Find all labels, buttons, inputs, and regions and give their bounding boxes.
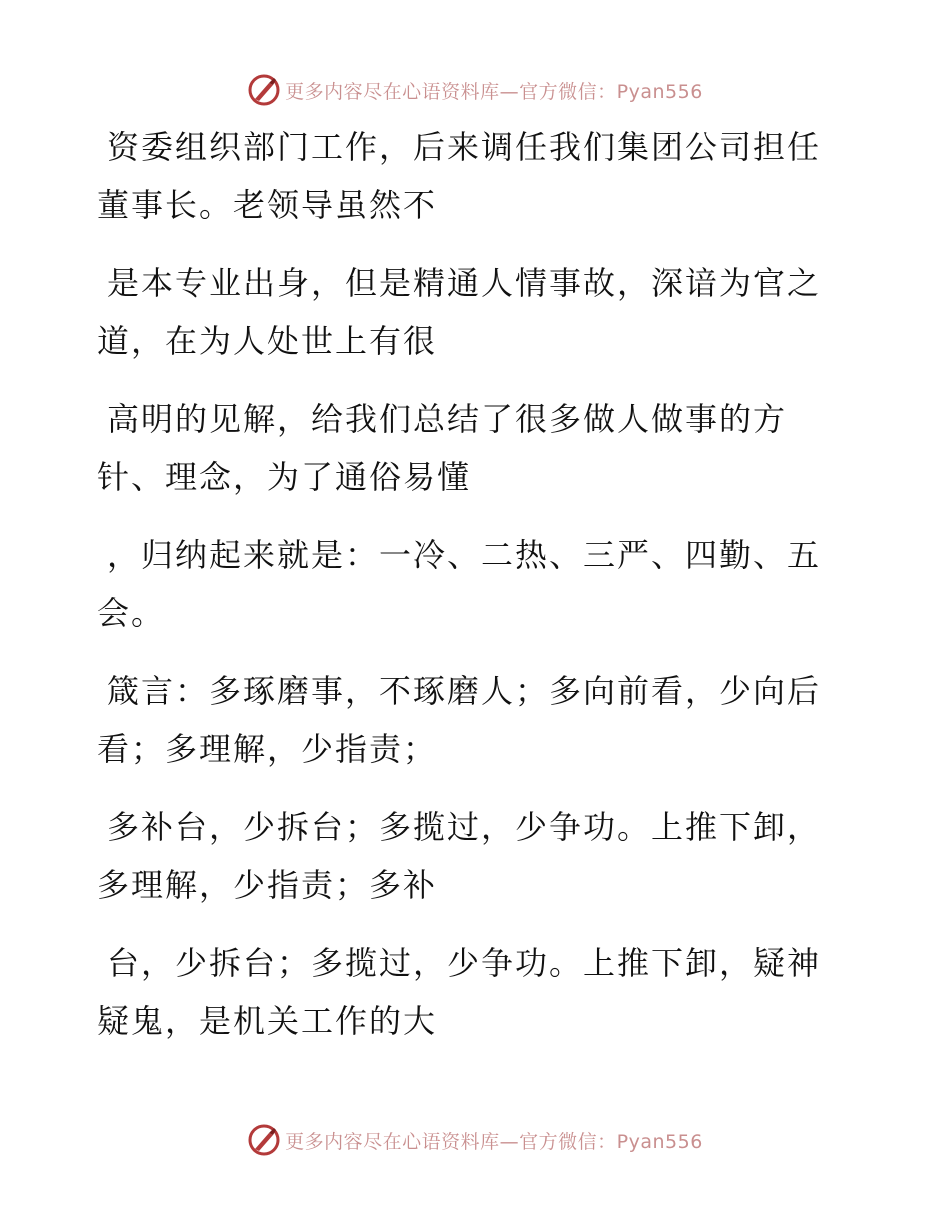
- text-line: 台，少拆台；多揽过，少争功。上推下卸，疑神: [107, 944, 822, 982]
- watermark-text: 更多内容尽在心语资料库—官方微信：Pyan556: [285, 80, 703, 103]
- paragraph: [97, 798, 837, 914]
- text-line: 高明的见解，给我们总结了很多做人做事的方: [107, 400, 788, 438]
- paragraph: [97, 254, 837, 370]
- text-line: 道，在为人处世上有很: [97, 322, 438, 360]
- pen-logo-icon: [247, 1123, 281, 1157]
- pen-logo-icon: [247, 73, 281, 107]
- text-line: 资委组织部门工作，后来调任我们集团公司担任: [107, 128, 822, 166]
- text-line: 疑鬼，是机关工作的大: [97, 1002, 438, 1040]
- text-line: 针、理念，为了通俗易懂: [97, 458, 472, 496]
- text-line: 多补台，少拆台；多揽过，少争功。上推下卸，: [107, 808, 822, 846]
- text-line: 看；多理解，少指责；: [97, 730, 438, 768]
- text-line: 会。: [97, 594, 166, 632]
- header-watermark: [0, 70, 950, 110]
- text-line: 是本专业出身，但是精通人情事故，深谙为官之: [107, 264, 822, 302]
- text-line: 董事长。老领导虽然不: [97, 186, 438, 224]
- paragraph: [97, 118, 837, 234]
- document-body: [97, 118, 837, 1070]
- text-line: 箴言：多琢磨事，不琢磨人；多向前看，少向后: [107, 672, 822, 710]
- footer-watermark: [0, 1120, 950, 1160]
- paragraph: [97, 390, 837, 506]
- paragraph: [97, 934, 837, 1050]
- text-line: 多理解，少指责；多补: [97, 866, 438, 904]
- paragraph: [97, 526, 837, 642]
- text-line: ，归纳起来就是：一冷、二热、三严、四勤、五: [107, 536, 822, 574]
- watermark-text: 更多内容尽在心语资料库—官方微信：Pyan556: [285, 1130, 703, 1153]
- paragraph: [97, 662, 837, 778]
